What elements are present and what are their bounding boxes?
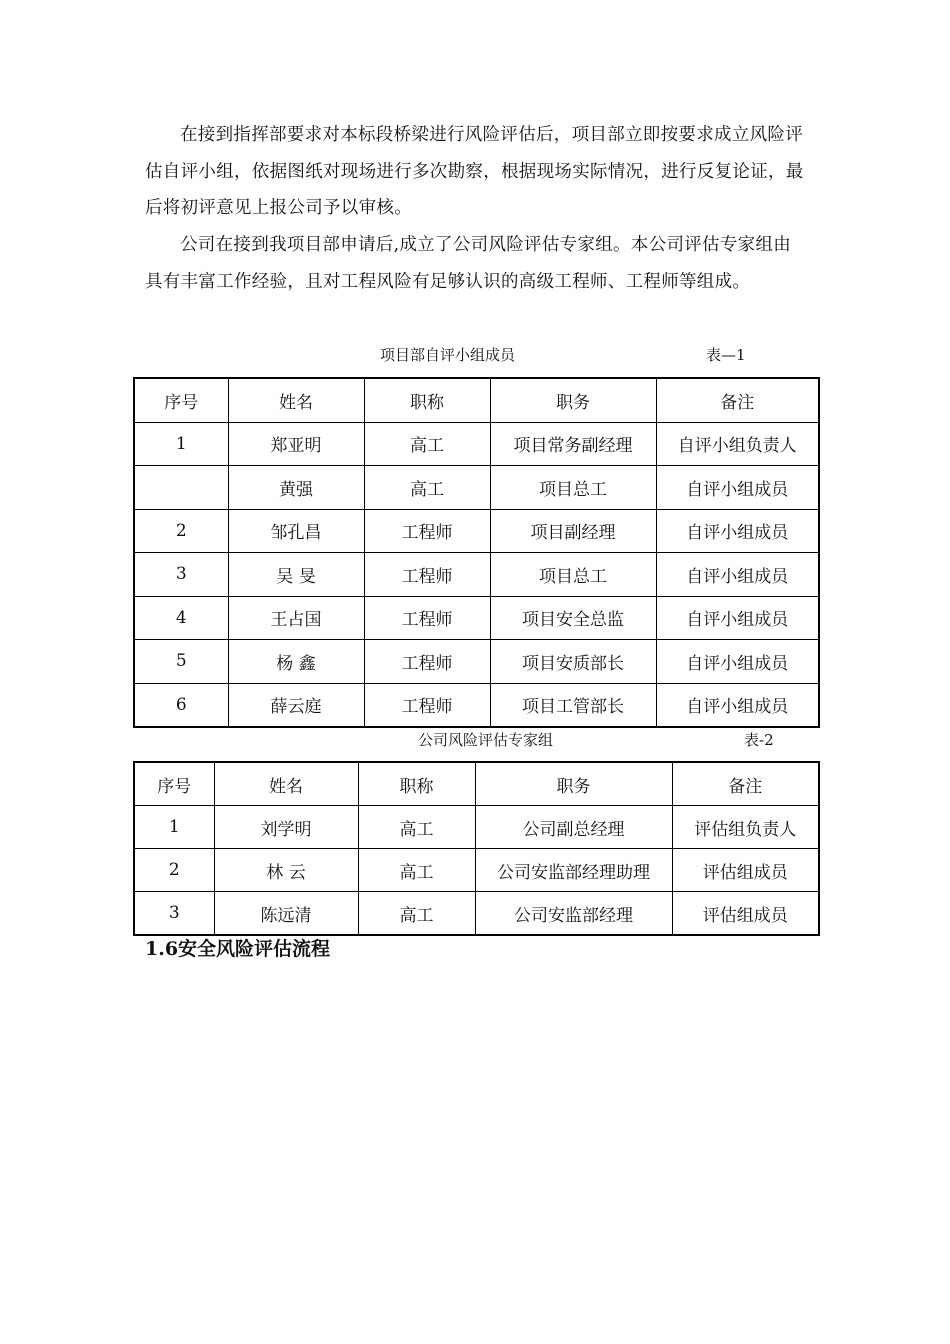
table-cell: 5 xyxy=(134,640,228,684)
table-cell: 项目安全总监 xyxy=(490,596,656,640)
table-cell: 陈远清 xyxy=(214,892,358,936)
table-cell: 公司安监部经理助理 xyxy=(475,849,672,892)
table-row xyxy=(134,806,819,849)
header-cell: 姓名 xyxy=(228,378,364,422)
table-cell: 3 xyxy=(134,892,214,936)
table-cell: 自评小组成员 xyxy=(656,466,819,510)
table-cell: 高工 xyxy=(358,849,475,892)
table-row xyxy=(134,683,819,727)
table1-label: 表—1 xyxy=(706,346,746,364)
table-cell: 项目总工 xyxy=(490,466,656,510)
table-cell: 郑亚明 xyxy=(228,422,364,466)
table-cell: 自评小组成员 xyxy=(656,596,819,640)
header-cell: 姓名 xyxy=(214,762,358,806)
table-cell: 自评小组成员 xyxy=(656,683,819,727)
table-cell: 高工 xyxy=(364,422,490,466)
table-row xyxy=(134,596,819,640)
table2-caption: 公司风险评估专家组 xyxy=(418,731,554,749)
table-cell: 薛云庭 xyxy=(228,683,364,727)
table2-expert-group xyxy=(133,761,820,936)
table-cell xyxy=(134,466,228,510)
table-cell: 杨 鑫 xyxy=(228,640,364,684)
table-cell: 工程师 xyxy=(364,683,490,727)
table-cell: 自评小组成员 xyxy=(656,553,819,597)
table-cell: 林 云 xyxy=(214,849,358,892)
table-cell: 高工 xyxy=(364,466,490,510)
header-cell: 职称 xyxy=(358,762,475,806)
table-cell: 高工 xyxy=(358,806,475,849)
table-cell: 评估组负责人 xyxy=(672,806,819,849)
paragraph-1: 在接到指挥部要求对本标段桥梁进行风险评估后，项目部立即按要求成立风险评估自评小组，依据图纸对现场进行多次勘察，根据现场实际情况，进行反复论证，最后将初评意见上报公司予以审核。 xyxy=(145,125,804,218)
table-row xyxy=(134,553,819,597)
table-cell: 2 xyxy=(134,849,214,892)
header-cell: 职称 xyxy=(364,378,490,422)
table1-caption: 项目部自评小组成员 xyxy=(380,346,516,364)
table-cell: 项目副经理 xyxy=(490,509,656,553)
table-cell: 黄强 xyxy=(228,466,364,510)
paragraph-2: 公司在接到我项目部申请后,成立了公司风险评估专家组。本公司评估专家组由具有丰富工作经验，且对工程风险有足够认识的高级工程师、工程师等组成。 xyxy=(145,235,792,292)
table-cell: 3 xyxy=(134,553,228,597)
table-row xyxy=(134,422,819,466)
table-cell: 公司安监部经理 xyxy=(475,892,672,936)
table-cell: 项目常务副经理 xyxy=(490,422,656,466)
table2-label: 表-2 xyxy=(744,731,774,749)
table-row xyxy=(134,640,819,684)
table-cell: 高工 xyxy=(358,892,475,936)
header-cell: 备注 xyxy=(656,378,819,422)
table-cell: 自评小组成员 xyxy=(656,640,819,684)
header-cell: 职务 xyxy=(475,762,672,806)
table-cell: 评估组成员 xyxy=(672,849,819,892)
header-cell: 职务 xyxy=(490,378,656,422)
table-cell: 评估组成员 xyxy=(672,892,819,936)
table-cell: 4 xyxy=(134,596,228,640)
table-cell: 工程师 xyxy=(364,553,490,597)
table-cell: 1 xyxy=(134,422,228,466)
table-cell: 王占国 xyxy=(228,596,364,640)
section-heading: 1.6安全风险评估流程 xyxy=(145,938,331,960)
table-header-row xyxy=(134,762,819,806)
table-cell: 工程师 xyxy=(364,640,490,684)
table-cell: 自评小组负责人 xyxy=(656,422,819,466)
table-row xyxy=(134,892,819,936)
table-row xyxy=(134,849,819,892)
table-cell: 工程师 xyxy=(364,509,490,553)
table-cell: 项目总工 xyxy=(490,553,656,597)
table-cell: 项目安质部长 xyxy=(490,640,656,684)
header-cell: 序号 xyxy=(134,378,228,422)
table-cell: 刘学明 xyxy=(214,806,358,849)
table-cell: 邹孔昌 xyxy=(228,509,364,553)
table-cell: 自评小组成员 xyxy=(656,509,819,553)
table-row xyxy=(134,466,819,510)
table-cell: 工程师 xyxy=(364,596,490,640)
table-cell: 1 xyxy=(134,806,214,849)
table-cell: 吴 旻 xyxy=(228,553,364,597)
table-header-row xyxy=(134,378,819,422)
table1-self-assessment-members xyxy=(133,377,820,728)
table-cell: 公司副总经理 xyxy=(475,806,672,849)
header-cell: 序号 xyxy=(134,762,214,806)
table-cell: 项目工管部长 xyxy=(490,683,656,727)
table-row xyxy=(134,509,819,553)
header-cell: 备注 xyxy=(672,762,819,806)
table-cell: 2 xyxy=(134,509,228,553)
table-cell: 6 xyxy=(134,683,228,727)
